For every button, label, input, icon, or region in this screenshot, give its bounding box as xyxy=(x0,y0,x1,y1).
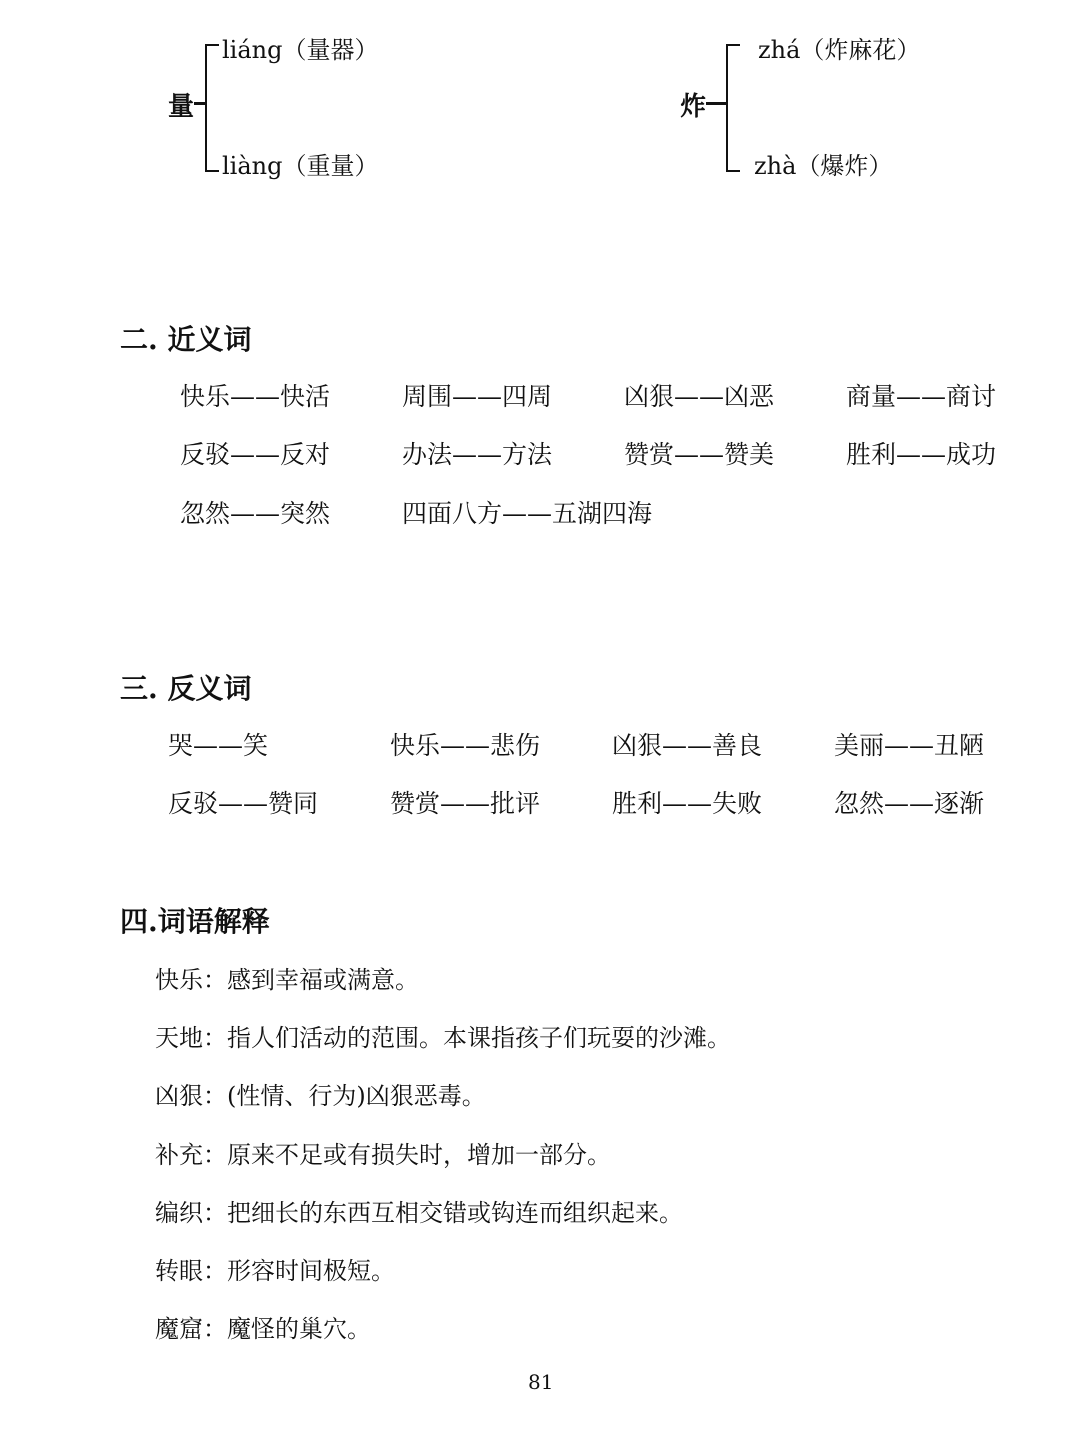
example-word: （炸麻花） xyxy=(800,36,921,64)
pinyin: liáng xyxy=(222,36,283,64)
polyphone-char: 量 xyxy=(168,92,195,122)
antonym-pair: 忽然——逐渐 xyxy=(834,789,985,818)
definition-term: 凶狠： xyxy=(155,1082,227,1110)
definition-item xyxy=(155,1076,486,1111)
definition-meaning: 原来不足或有损失时，增加一部分。 xyxy=(227,1141,611,1169)
pinyin: zhá xyxy=(758,36,801,64)
reading-2 xyxy=(754,146,892,181)
definition-meaning: (性情、行为)凶狠恶毒。 xyxy=(227,1082,486,1110)
definition-item xyxy=(155,960,419,995)
synonym-pair: 办法——方法 xyxy=(402,440,553,469)
example-word: （量器） xyxy=(282,36,379,64)
section-heading-antonyms: 三. 反义词 xyxy=(120,672,252,705)
definition-item xyxy=(155,1135,611,1170)
polyphone-char: 炸 xyxy=(680,92,707,122)
reading-1 xyxy=(222,30,378,65)
antonym-pair: 美丽——丑陋 xyxy=(834,731,985,760)
synonym-pair: 忽然——突然 xyxy=(180,499,331,528)
brace xyxy=(726,44,740,172)
synonym-pair: 胜利——成功 xyxy=(846,440,997,469)
definition-meaning: 形容时间极短。 xyxy=(227,1257,395,1285)
definition-meaning: 把细长的东西互相交错或钩连而组织起来。 xyxy=(227,1199,683,1227)
synonym-pair: 反驳——反对 xyxy=(180,440,331,469)
definition-item xyxy=(155,1018,731,1053)
antonym-pair: 快乐——悲伤 xyxy=(390,731,541,760)
synonym-pair: 凶狠——凶恶 xyxy=(624,382,775,411)
example-word: （重量） xyxy=(282,152,379,180)
page-number: 81 xyxy=(528,1370,554,1394)
example-word: （爆炸） xyxy=(796,152,893,180)
section-heading-synonyms: 二. 近义词 xyxy=(120,323,252,356)
pinyin: zhà xyxy=(754,152,797,180)
definition-item xyxy=(155,1251,395,1286)
synonym-pair: 商量——商讨 xyxy=(846,382,997,411)
brace-stub xyxy=(706,102,726,105)
reading-2 xyxy=(222,146,378,181)
definition-term: 魔窟： xyxy=(155,1315,227,1343)
reading-1 xyxy=(758,30,920,65)
synonym-pair: 赞赏——赞美 xyxy=(624,440,775,469)
definition-meaning: 指人们活动的范围。本课指孩子们玩耍的沙滩。 xyxy=(227,1024,731,1052)
definition-term: 编织： xyxy=(155,1199,227,1227)
antonym-pair: 反驳——赞同 xyxy=(168,789,319,818)
antonym-pair: 凶狠——善良 xyxy=(612,731,763,760)
definition-meaning: 感到幸福或满意。 xyxy=(227,966,419,994)
definition-term: 快乐： xyxy=(155,966,227,994)
synonym-pair: 快乐——快活 xyxy=(180,382,331,411)
pinyin: liàng xyxy=(222,152,283,180)
definition-meaning: 魔怪的巢穴。 xyxy=(227,1315,371,1343)
synonym-pair: 周围——四周 xyxy=(402,382,553,411)
definition-item xyxy=(155,1193,683,1228)
antonym-pair: 胜利——失败 xyxy=(612,789,763,818)
definition-term: 补充： xyxy=(155,1141,227,1169)
section-heading-definitions: 四.词语解释 xyxy=(120,905,270,938)
definition-term: 天地： xyxy=(155,1024,227,1052)
brace xyxy=(205,44,219,172)
synonym-pair: 四面八方——五湖四海 xyxy=(402,499,653,528)
antonym-pair: 赞赏——批评 xyxy=(390,789,541,818)
antonym-pair: 哭——笑 xyxy=(168,731,269,760)
definition-item xyxy=(155,1309,371,1344)
definition-term: 转眼： xyxy=(155,1257,227,1285)
